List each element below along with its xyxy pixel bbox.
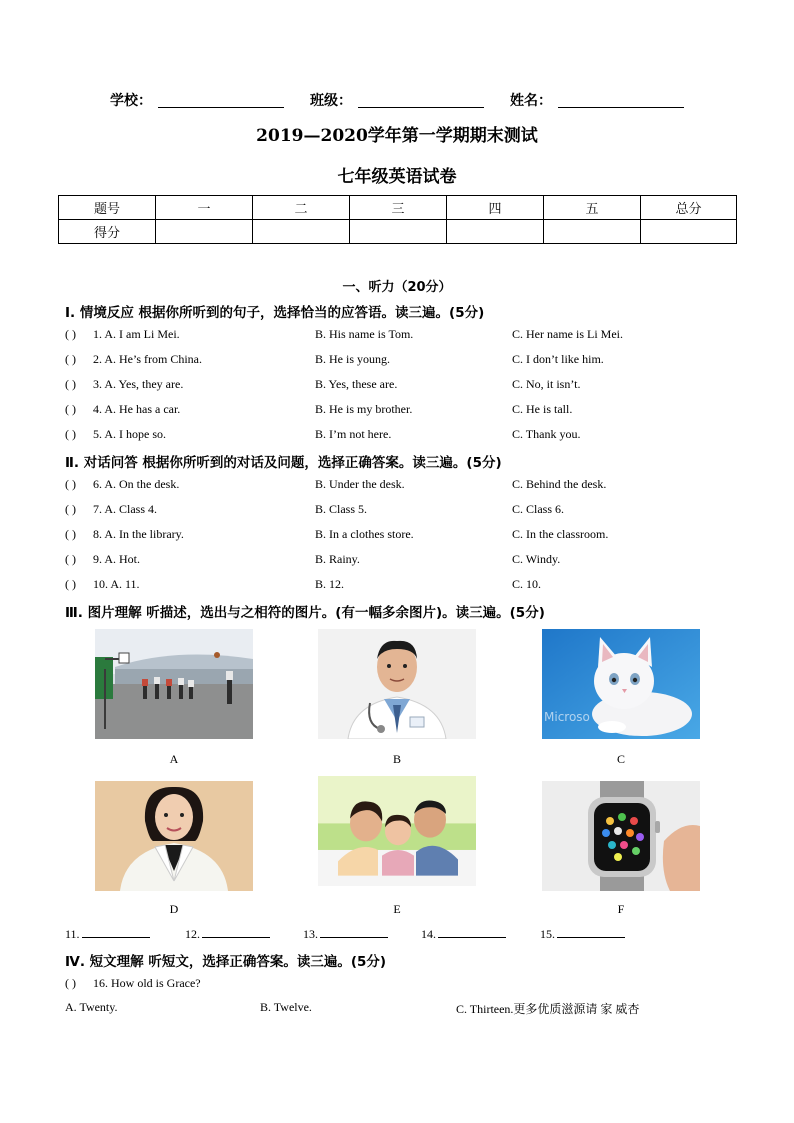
- section-title: 一、听力（20分）: [342, 280, 452, 295]
- answer-blank-14[interactable]: [421, 926, 506, 942]
- option-c: C. I don’t like him.: [512, 352, 604, 366]
- option-c: C. Behind the desk.: [512, 477, 607, 491]
- option-a: 5. A. I hope so.: [93, 427, 166, 441]
- answer-bracket[interactable]: ( ): [65, 552, 76, 566]
- blank-number: 12.: [185, 927, 200, 941]
- question-row: [65, 427, 765, 445]
- option-c: C. He is tall.: [512, 402, 573, 416]
- image-caption-d: D: [169, 902, 179, 916]
- image-caption-b: B: [392, 752, 401, 766]
- school-label: 学校：: [110, 93, 152, 109]
- blank-line[interactable]: [557, 926, 625, 938]
- option-c: C. Class 6.: [512, 502, 565, 516]
- score-table-score-row: [59, 220, 737, 244]
- option-b: B. Twelve.: [260, 1000, 312, 1014]
- option-c: C. Thirteen.更多优质滋源请 家 威杏: [456, 1002, 640, 1016]
- blank-line[interactable]: [82, 926, 150, 938]
- part2-heading: Ⅱ. 对话问答 根据你所听到的对话及问题，选择正确答案。读三遍。(5分): [65, 455, 502, 471]
- option-a: 10. A. 11.: [93, 577, 140, 591]
- score-cell[interactable]: [641, 220, 737, 244]
- part4-heading: Ⅳ. 短文理解 听短文，选择正确答案。读三遍。(5分): [65, 954, 387, 970]
- blank-line[interactable]: [320, 926, 388, 938]
- image-caption-f: F: [617, 902, 625, 916]
- part1-heading: Ⅰ. 情境反应 根据你所听到的句子，选择恰当的应答语。读三遍。(5分): [65, 305, 485, 321]
- option-a: 1. A. I am Li Mei.: [93, 327, 180, 341]
- option-b: B. 12.: [315, 577, 345, 591]
- student-info-header: [110, 90, 710, 110]
- blank-line[interactable]: [438, 926, 506, 938]
- option-a: 7. A. Class 4.: [93, 502, 158, 516]
- question-row: [65, 502, 765, 520]
- exam-subtitle: 七年级英语试卷: [337, 167, 457, 187]
- option-b: B. I’m not here.: [315, 427, 392, 441]
- answer-bracket[interactable]: ( ): [65, 402, 76, 416]
- question-row: [65, 402, 765, 420]
- image-caption-e: E: [393, 902, 401, 916]
- score-cell[interactable]: [253, 220, 350, 244]
- table-cell: 题号: [59, 196, 156, 220]
- option-c: C. Thank you.: [512, 427, 581, 441]
- option-a: 6. A. On the desk.: [93, 477, 180, 491]
- option-a: 3. A. Yes, they are.: [93, 377, 184, 391]
- question-row: [65, 976, 765, 994]
- white-kitten-image: [542, 629, 700, 739]
- answer-blank-12[interactable]: [185, 926, 270, 942]
- image-watermark: Microso: [544, 710, 590, 724]
- score-cell[interactable]: [447, 220, 544, 244]
- question-row: [65, 577, 765, 595]
- option-c: C. In the classroom.: [512, 527, 609, 541]
- class-field[interactable]: [358, 107, 484, 108]
- answer-bracket[interactable]: ( ): [65, 352, 76, 366]
- option-c: C. 10.: [512, 577, 542, 591]
- blank-line[interactable]: [202, 926, 270, 938]
- option-c: C. Windy.: [512, 552, 561, 566]
- blank-number: 13.: [303, 927, 318, 941]
- question-row: [65, 477, 765, 495]
- family-image: [318, 776, 476, 886]
- option-b: B. Under the desk.: [315, 477, 405, 491]
- doctor-image: [318, 629, 476, 739]
- score-cell[interactable]: [350, 220, 447, 244]
- smart-watch-image: [542, 781, 700, 891]
- businesswoman-image: [95, 781, 253, 891]
- table-cell: 一: [156, 196, 253, 220]
- option-a: 8. A. In the library.: [93, 527, 184, 541]
- answer-blank-13[interactable]: [303, 926, 388, 942]
- answer-blank-15[interactable]: [540, 926, 625, 942]
- name-label: 姓名：: [510, 93, 552, 109]
- image-caption-a: A: [169, 752, 179, 766]
- option-a: 9. A. Hot.: [93, 552, 141, 566]
- question-stem: 16. How old is Grace?: [93, 976, 201, 990]
- answer-bracket[interactable]: ( ): [65, 477, 76, 491]
- name-field[interactable]: [558, 107, 684, 108]
- option-b: B. Class 5.: [315, 502, 368, 516]
- basketball-court-image: [95, 629, 253, 739]
- question-row: [65, 527, 765, 545]
- answer-bracket[interactable]: ( ): [65, 377, 76, 391]
- table-cell: 二: [253, 196, 350, 220]
- option-b: B. Yes, these are.: [315, 377, 398, 391]
- score-table: [58, 195, 737, 244]
- option-b: B. In a clothes store.: [315, 527, 414, 541]
- table-cell: 五: [544, 196, 641, 220]
- table-cell: 三: [350, 196, 447, 220]
- question-row: [65, 352, 765, 370]
- answer-bracket[interactable]: ( ): [65, 577, 76, 591]
- option-c: C. No, it isn’t.: [512, 377, 581, 391]
- blank-number: 11.: [65, 927, 80, 941]
- score-cell[interactable]: [544, 220, 641, 244]
- blank-number: 14.: [421, 927, 436, 941]
- question-row: [65, 552, 765, 570]
- answer-bracket[interactable]: ( ): [65, 502, 76, 516]
- answer-bracket[interactable]: ( ): [65, 527, 76, 541]
- score-cell[interactable]: [156, 220, 253, 244]
- option-b: B. He is my brother.: [315, 402, 413, 416]
- option-c: C. Her name is Li Mei.: [512, 327, 623, 341]
- option-a: 2. A. He’s from China.: [93, 352, 202, 366]
- school-field[interactable]: [158, 107, 284, 108]
- option-a: 4. A. He has a car.: [93, 402, 181, 416]
- table-cell: 得分: [59, 220, 156, 244]
- table-cell: 总分: [641, 196, 737, 220]
- answer-blank-11[interactable]: [65, 926, 150, 942]
- option-a: A. Twenty.: [65, 1000, 118, 1014]
- option-b: B. Rainy.: [315, 552, 360, 566]
- exam-title: 2019—2020学年第一学期期末测试: [256, 126, 538, 146]
- blank-number: 15.: [540, 927, 555, 941]
- image-caption-c: C: [616, 752, 625, 766]
- option-b: B. His name is Tom.: [315, 327, 414, 341]
- class-label: 班级：: [310, 93, 352, 109]
- table-cell: 四: [447, 196, 544, 220]
- part3-heading: Ⅲ. 图片理解 听描述，选出与之相符的图片。(有一幅多余图片)。读三遍。(5分): [65, 605, 545, 621]
- question-row: [65, 327, 765, 345]
- answer-bracket[interactable]: ( ): [65, 976, 76, 990]
- score-table-header-row: [59, 196, 737, 220]
- question-row: [65, 377, 765, 395]
- answer-bracket[interactable]: ( ): [65, 327, 76, 341]
- option-b: B. He is young.: [315, 352, 390, 366]
- answer-bracket[interactable]: ( ): [65, 427, 76, 441]
